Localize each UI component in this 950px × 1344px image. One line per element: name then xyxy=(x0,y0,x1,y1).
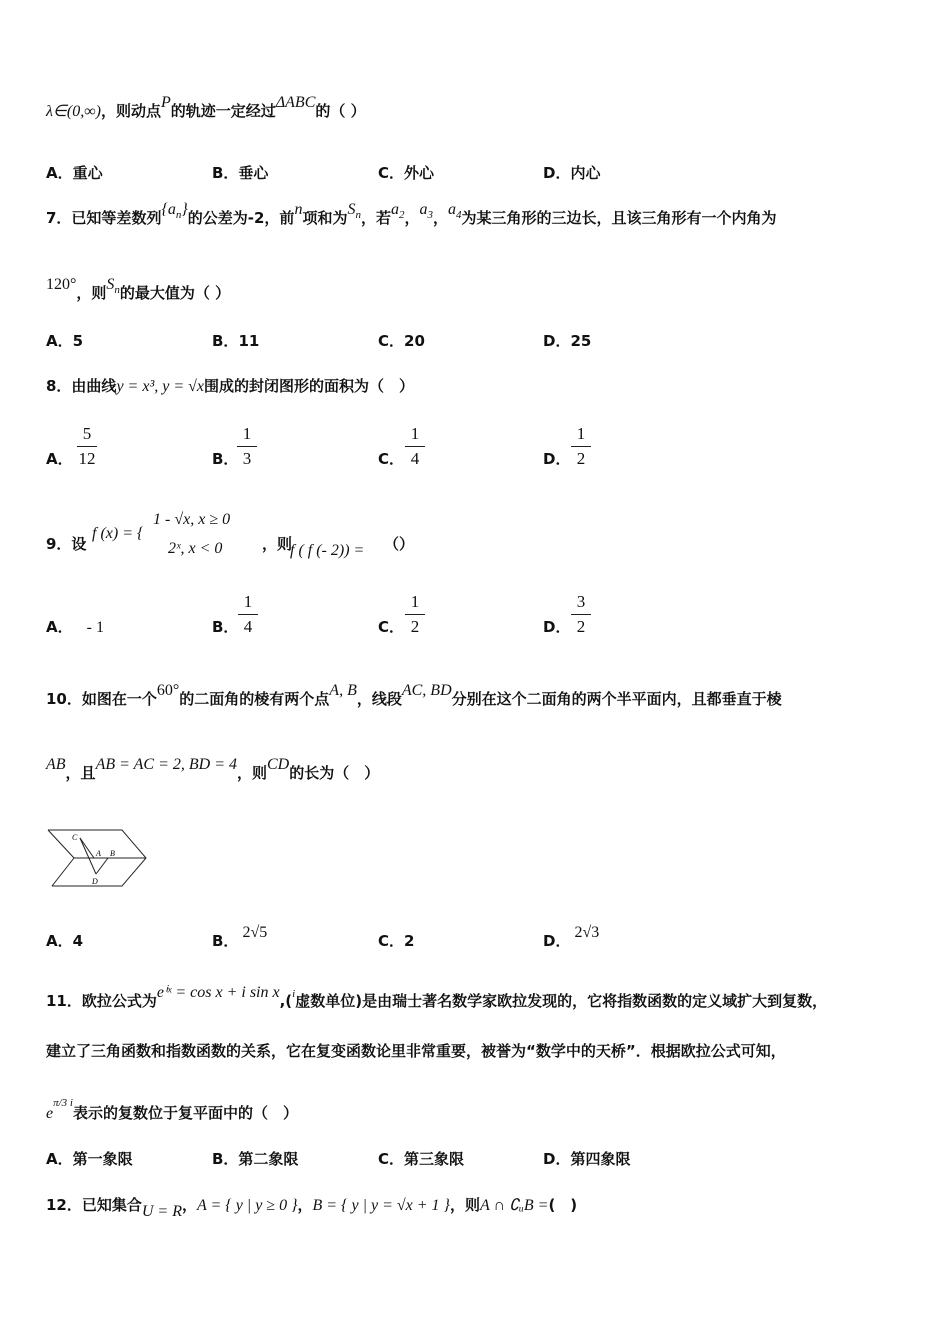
q8-number: 8．由曲线 xyxy=(46,377,117,395)
q10-figure-edge-bottom xyxy=(52,858,74,886)
q11-i: i xyxy=(292,988,296,1000)
q7-text3: ，若 xyxy=(360,209,391,227)
q11-stem-line3 xyxy=(46,1097,298,1123)
q11-text3: 表示的复数位于复平面中的（ ） xyxy=(72,1104,298,1122)
q12-text2: ( ) xyxy=(548,1196,578,1214)
q8-option-b-fraction: 1 3 xyxy=(236,424,258,469)
q9-case2: 2ˣ, x < 0 xyxy=(168,540,223,557)
q8-stem xyxy=(46,375,414,396)
q9-option-a[interactable]: A． - 1 xyxy=(46,618,104,636)
q10-stem-line2 xyxy=(46,756,380,783)
q12-expression: A ∩ ∁ᵤB = xyxy=(479,1197,549,1214)
q7-stem: 7．已知等差数列$\{a_n\}$的公差为-2，前n项和为$S_n$，若$a_2$，$a_3$，$a_4$为某三角形的三边长，且该三角形有一个内角为 xyxy=(46,201,777,227)
q6-text2: 的轨迹一定经过 xyxy=(170,102,276,120)
q10-dihedral-figure xyxy=(46,826,150,890)
q6-option-a[interactable]: A．重心 xyxy=(46,164,103,182)
q12-set-b: B = { y | y = √x + 1 } xyxy=(312,1197,450,1214)
q9-option-b-label[interactable]: B． xyxy=(212,618,239,636)
q9-func: f (x) = { xyxy=(92,525,144,542)
q8-option-b-label[interactable]: B． xyxy=(212,450,239,468)
q10-number: 10．如图在一个 xyxy=(46,690,157,708)
q12-universal-set: U = R xyxy=(141,1203,182,1220)
q9-expr: f ( f (- 2)) = xyxy=(290,542,365,559)
q9-option-d-label[interactable]: D． xyxy=(543,618,571,636)
q7-stem-line2 xyxy=(46,276,231,305)
q7-number: 7．已知等差数列 xyxy=(46,209,162,227)
q7-a3: $a_3$ xyxy=(419,201,433,222)
q11-exponent: π/3 i xyxy=(53,1097,73,1109)
q10-text4: ，且 xyxy=(65,764,96,782)
q9-case1: 1 - √x, x ≥ 0 xyxy=(153,511,231,528)
q9-option-d-fraction: 3 2 xyxy=(570,592,592,637)
q7-option-b[interactable]: B．11 xyxy=(212,332,260,350)
q12-set-a: A = { y | y ≥ 0 } xyxy=(197,1197,298,1214)
q6-condition: λ∈(0,∞) xyxy=(46,103,101,120)
q11-e: e xyxy=(46,1105,54,1122)
q10-equation: AB = AC = 2, BD = 4 xyxy=(95,756,237,773)
q11-text2: 虚数单位)是由瑞士著名数学家欧拉发现的，它将指数函数的定义域扩大到复数， xyxy=(295,992,828,1010)
q10-text1: 的二面角的棱有两个点 xyxy=(179,690,330,708)
q7-text1: 的公差为-2，前 xyxy=(187,209,295,227)
q8-option-c-fraction: 1 4 xyxy=(404,424,426,469)
q11-formula: eⁱˣ = cos x + i sin x xyxy=(156,984,280,1001)
q12-number: 12．已知集合 xyxy=(46,1196,142,1214)
q6-text3: 的（ ） xyxy=(315,102,366,120)
q10-CD: CD xyxy=(267,756,290,773)
q10-figure-BD xyxy=(96,858,108,874)
q12-text1: ，则 xyxy=(449,1196,480,1214)
q8-curves: y = x³, y = √x xyxy=(116,378,205,395)
q6-point: P xyxy=(160,94,171,111)
q6-stem xyxy=(46,94,366,121)
q7-angle: 120° xyxy=(46,276,77,293)
q8-option-d-label[interactable]: D． xyxy=(543,450,571,468)
q10-option-c[interactable]: C．2 xyxy=(378,932,415,950)
q12-stem: 12．已知集合U = R，A = { y | y ≥ 0 }，B = { y | y = √x + 1 }，则A ∩ ∁ᵤB =( ) xyxy=(46,1196,578,1220)
q6-option-b[interactable]: B．垂心 xyxy=(212,164,269,182)
q7-n: n xyxy=(294,201,303,218)
q11-option-a[interactable]: A．第一象限 xyxy=(46,1150,133,1168)
q10-segments: AC, BD xyxy=(401,682,452,699)
q10-text2: ，线段 xyxy=(356,690,402,708)
q11-option-d[interactable]: D．第四象限 xyxy=(543,1150,631,1168)
q8-option-d-fraction: 1 2 xyxy=(570,424,592,469)
q10-figure-label-a: A xyxy=(96,849,101,858)
q6-triangle: ΔABC xyxy=(275,94,316,111)
q9-text1: ，则 xyxy=(262,535,293,553)
q8-option-a-fraction: 5 12 xyxy=(78,424,96,468)
q9-option-c-label[interactable]: C． xyxy=(378,618,405,636)
q9-text2: （） xyxy=(384,535,415,553)
q11-stem xyxy=(46,984,828,1011)
q10-text5: ，则 xyxy=(236,764,267,782)
q10-text3: 分别在这个二面角的两个半平面内，且都垂直于棱 xyxy=(451,690,782,708)
q10-degree: 60° xyxy=(156,682,180,699)
q9-option-b-fraction: 1 4 xyxy=(237,592,259,637)
q10-AB: AB xyxy=(46,756,66,773)
q10-points: A, B xyxy=(329,682,357,699)
q10-option-b[interactable]: B． 2√5 xyxy=(212,924,268,950)
q10-text6: 的长为（ ） xyxy=(289,764,380,782)
q7-a2: $a_2$ xyxy=(390,201,405,222)
q7-text2: 项和为 xyxy=(302,209,348,227)
q6-option-d[interactable]: D．内心 xyxy=(543,164,601,182)
q10-figure-label-b: B xyxy=(110,849,115,858)
q10-option-a[interactable]: A．4 xyxy=(46,932,84,950)
q10-figure-label-c: C xyxy=(72,833,78,842)
q7-option-a[interactable]: A．5 xyxy=(46,332,84,350)
q7-a4: $a_4$ xyxy=(448,201,462,222)
q10-stem xyxy=(46,682,782,709)
q11-text1: ,( xyxy=(279,992,293,1010)
q10-figure-label-d: D xyxy=(92,877,98,886)
q8-option-a-label[interactable]: A． xyxy=(46,450,73,468)
q7-Sn2: $S_n$ xyxy=(106,276,120,297)
q11-option-c[interactable]: C．第三象限 xyxy=(378,1150,465,1168)
q7-Sn: $S_n$ xyxy=(347,201,361,222)
q9-number: 9．设 xyxy=(46,535,87,553)
q9-option-c-fraction: 1 2 xyxy=(404,592,426,637)
q10-figure-edge-top xyxy=(48,830,74,858)
q7-seq: $\{a_n\}$ xyxy=(161,201,188,222)
q7-option-c[interactable]: C．20 xyxy=(378,332,425,350)
q7-text6: 的最大值为（ ） xyxy=(119,284,231,302)
q7-text5: ，则 xyxy=(76,284,107,302)
q8-text: 围成的封闭图形的面积为（ ） xyxy=(204,377,415,395)
q7-text4: 为某三角形的三边长，且该三角形有一个内角为 xyxy=(461,209,777,227)
q8-option-c-label[interactable]: C． xyxy=(378,450,405,468)
q10-option-d[interactable]: D． 2√3 xyxy=(543,924,600,950)
q11-option-b[interactable]: B．第二象限 xyxy=(212,1150,299,1168)
q6-option-c[interactable]: C．外心 xyxy=(378,164,435,182)
q9-stem xyxy=(46,533,86,554)
q11-number: 11．欧拉公式为 xyxy=(46,992,157,1010)
q10-figure-CD xyxy=(80,838,96,874)
q7-option-d[interactable]: D．25 xyxy=(543,332,592,350)
q10-figure-AC xyxy=(80,838,94,858)
q11-stem-line2: 建立了三角函数和指数函数的关系，它在复变函数论里非常重要，被誉为“数学中的天桥”．根据欧拉公式可知， xyxy=(46,1042,786,1060)
q6-text: ，则动点 xyxy=(100,102,161,120)
